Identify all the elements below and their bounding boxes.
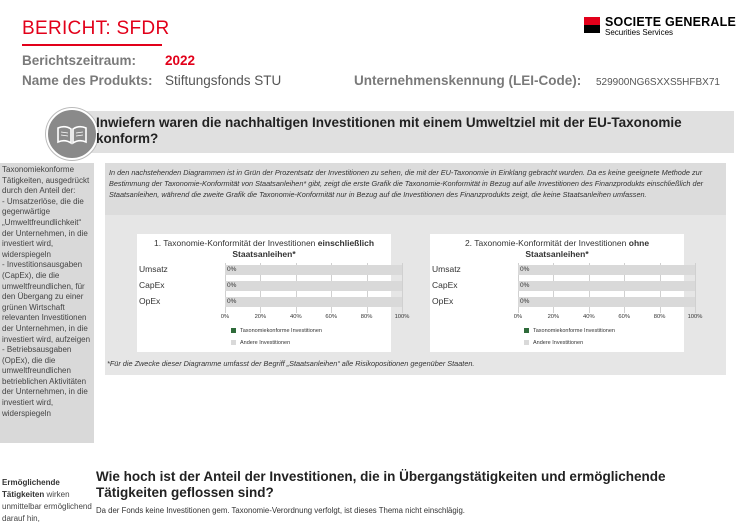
legend-item-aligned: Taxonomiekonforme Investitionen bbox=[231, 328, 322, 334]
chart-title-prefix: 1. Taxonomie-Konformität der Investitionen bbox=[153, 238, 316, 248]
sidebar-line: - Umsatzerlöse, die die gegenwärtige „Umweltfreundlichkeit“ der Unternehmen, in die investiert wird, widerspiegeln bbox=[2, 196, 88, 259]
legend-item-other: Andere Investitionen bbox=[231, 340, 290, 346]
x-tick-label: 0% bbox=[513, 314, 523, 320]
chart-title-prefix: 2. Taxonomie-Konformität der Investitionen bbox=[464, 238, 627, 248]
row-label-umsatz: Umsatz bbox=[139, 264, 168, 274]
sidebar-text bbox=[2, 165, 94, 419]
logo-name: SOCIETE GENERALE bbox=[605, 15, 736, 29]
row-label-opex: OpEx bbox=[139, 296, 161, 306]
logo-square-icon bbox=[584, 17, 600, 33]
grid-line bbox=[402, 263, 403, 313]
bar-track-capex bbox=[518, 281, 695, 291]
x-tick-label: 40% bbox=[289, 314, 302, 320]
row-label-umsatz: Umsatz bbox=[432, 264, 461, 274]
section2-title: Wie hoch ist der Anteil der Investitionen, die in Übergangstätigkeiten und ermöglichende Tätigkeiten geflossen sind? bbox=[96, 469, 666, 500]
x-tick-label: 40% bbox=[582, 314, 595, 320]
footnote: *Für die Zwecke dieser Diagramme umfasst der Begriff „Staatsanleihen“ alle Risikopositionen gegenüber Staaten. bbox=[107, 359, 475, 368]
chart-title-bold: ohne Staatsanleihen* bbox=[525, 238, 650, 259]
bar-value-label: 0% bbox=[520, 266, 530, 273]
chart-plot bbox=[220, 263, 410, 320]
bar-value-label: 0% bbox=[520, 298, 530, 305]
row-label-opex: OpEx bbox=[432, 296, 454, 306]
lei-value: 529900NG6SXXS5HFBX71 bbox=[596, 77, 720, 88]
legend-swatch bbox=[524, 328, 529, 333]
x-tick-label: 20% bbox=[254, 314, 267, 320]
section1-title: Inwiefern waren die nachhaltigen Investitionen mit einem Umweltziel mit der EU-Taxonomie konform? bbox=[96, 115, 682, 146]
chart-plot bbox=[513, 263, 703, 320]
period-value: 2022 bbox=[165, 53, 196, 68]
legend-item-aligned: Taxonomiekonforme Investitionen bbox=[524, 328, 615, 334]
logo-subtitle: Securities Services bbox=[605, 28, 674, 37]
book-icon bbox=[46, 108, 98, 160]
chart-title bbox=[434, 238, 680, 260]
row-label-capex: CapEx bbox=[139, 280, 165, 290]
societe-generale-logo bbox=[584, 17, 734, 41]
x-tick-label: 100% bbox=[687, 314, 703, 320]
chart-1 bbox=[137, 234, 410, 352]
chart-2 bbox=[430, 234, 703, 352]
x-tick-label: 80% bbox=[360, 314, 373, 320]
product-value: Stiftungsfonds STU bbox=[165, 73, 282, 88]
bar-track-umsatz bbox=[225, 265, 402, 275]
bar-value-label: 0% bbox=[520, 282, 530, 289]
intro-text: In den nachstehenden Diagrammen ist in Grün der Prozentsatz der Investitionen zu sehen, die mit der EU-Taxonomie in Einklang gebracht wurden. Da es keine geeignete Methode zur Bestimmung der Taxonomie-Konformität von Staatsanleihen* gibt, zeigt die erste Grafik die Taxonomie-Konformität in Bezug auf alle Investitionen des Finanzprodukts einschließlich der Staatsanleihen, während die zweite Grafik die Taxonomie-Konformität nur in Bezug auf die Investitionen des Finanzprodukts zeigt, die keine Staatsanleihen umfassen. bbox=[109, 168, 704, 199]
x-tick-label: 100% bbox=[394, 314, 410, 320]
bar-track-capex bbox=[225, 281, 402, 291]
bar-track-opex bbox=[518, 297, 695, 307]
sidebar-line: Taxonomiekonforme Tätigkeiten, ausgedrückt durch den Anteil der: bbox=[2, 165, 90, 196]
sidebar-line: - Investitionsausgaben (CapEx), die die umweltfreundlichen, für den Übergang zu einer grünen Wirtschaft relevanten Investitionen der Unternehmen, in die investiert wird, aufzeigen bbox=[2, 260, 91, 344]
grid-line bbox=[695, 263, 696, 313]
title-underline bbox=[22, 44, 162, 46]
sidebar-line: - Betriebsausgaben (OpEx), die die umweltfreundlichen betrieblichen Aktivitäten der Unternehmen, in die investiert wird, widerspiegeln bbox=[2, 345, 88, 418]
sidebar2-text bbox=[2, 477, 94, 525]
bar-value-label: 0% bbox=[227, 298, 237, 305]
chart-title-bold: einschließlich Staatsanleihen* bbox=[232, 238, 375, 259]
report-title: BERICHT: SFDR bbox=[22, 18, 170, 39]
row-label-capex: CapEx bbox=[432, 280, 458, 290]
legend-item-other: Andere Investitionen bbox=[524, 340, 583, 346]
sidebar2-bold: Ermöglichende Tätigkeiten bbox=[2, 478, 60, 499]
bar-value-label: 0% bbox=[227, 266, 237, 273]
section2-text: Da der Fonds keine Investitionen gem. Taxonomie-Verordnung verfolgt, ist dieses Thema nicht einschlägig. bbox=[96, 506, 465, 515]
bar-track-umsatz bbox=[518, 265, 695, 275]
legend-swatch bbox=[524, 340, 529, 345]
legend-swatch bbox=[231, 340, 236, 345]
legend-swatch bbox=[231, 328, 236, 333]
sidebar2-rest: wirken unmittelbar ermöglichend darauf hin, bbox=[2, 490, 92, 523]
bar-track-opex bbox=[225, 297, 402, 307]
x-tick-label: 20% bbox=[547, 314, 560, 320]
product-label: Name des Produkts: bbox=[22, 73, 153, 88]
x-tick-label: 60% bbox=[325, 314, 337, 320]
period-label: Berichtszeitraum: bbox=[22, 53, 137, 68]
x-tick-label: 0% bbox=[220, 314, 230, 320]
lei-label: Unternehmenskennung (LEI-Code): bbox=[354, 73, 582, 88]
chart-title bbox=[141, 238, 387, 260]
bar-value-label: 0% bbox=[227, 282, 237, 289]
x-tick-label: 60% bbox=[618, 314, 630, 320]
x-tick-label: 80% bbox=[653, 314, 666, 320]
